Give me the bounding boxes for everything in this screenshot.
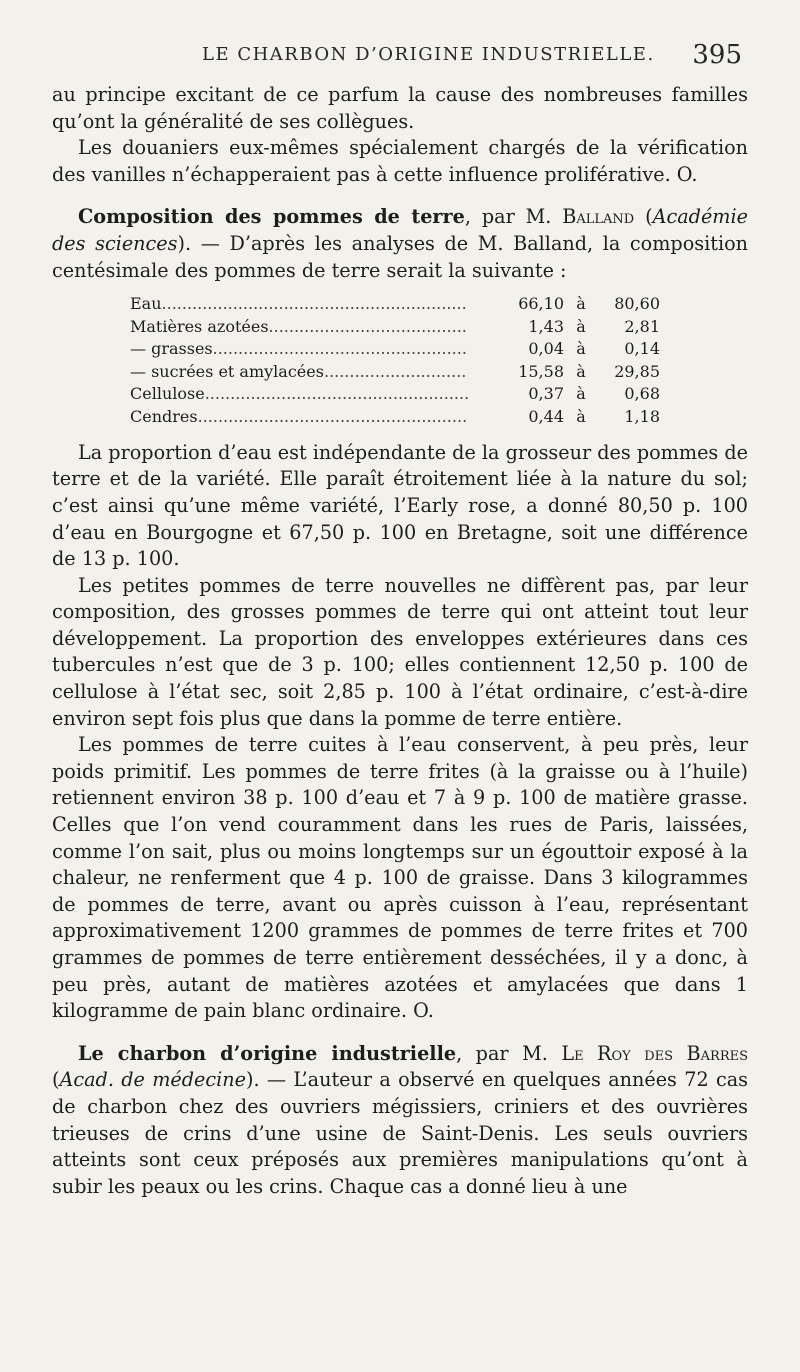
page-header: [52, 34, 748, 82]
row-min-value-text: 0,44: [528, 406, 564, 426]
dot-leader: .....................................................: [197, 406, 468, 426]
row-label-text: — sucrées et amylacées: [130, 361, 324, 381]
row-max-value-text: 29,85: [614, 361, 660, 381]
row-min-value: [486, 383, 564, 406]
row-label: [130, 292, 486, 315]
composition-row: [130, 315, 660, 338]
row-max-value: [598, 383, 660, 406]
article-source: Académie des sciences: [52, 205, 748, 255]
article-pommes-de-terre-intro: [52, 204, 748, 284]
row-range-separator: [564, 292, 598, 315]
row-max-value-text: 2,81: [624, 316, 660, 336]
row-max-value-text: 80,60: [614, 293, 660, 313]
row-label-text: — grasses: [130, 339, 213, 359]
row-max-value-text: 0,14: [624, 339, 660, 359]
paragraph-douaniers: Les douaniers eux-mêmes spécialement chargés de la vérification des vanilles n’échapperaient pas à cette influence proliférative. O.: [52, 136, 748, 186]
row-min-value-text: 15,58: [518, 361, 564, 381]
row-range-separator-text: à: [576, 361, 586, 381]
article-author: Balland: [562, 205, 635, 229]
row-range-separator-text: à: [576, 316, 586, 336]
row-min-value-text: 66,10: [518, 293, 564, 313]
running-head: LE CHARBON D’ORIGINE INDUSTRIELLE.: [202, 44, 655, 65]
article-by: , par M.: [456, 1041, 562, 1065]
dot-leader: ............................: [323, 361, 467, 381]
composition-row: [130, 337, 660, 360]
article-author: Le Roy des Barres: [561, 1041, 749, 1065]
paragraph-proportion-eau: La proportion d’eau est indépendante de la grosseur des pommes de terre et de la variété. Elle paraît étroitement liée à la nature du sol; c’est ainsi qu’une même variété, l’Early rose, a donné 80,50 p. 100 d’eau en Bourgogne et 67,50 p. 100 en Bretagne, soit une différence de 13 p. 100.: [52, 440, 749, 571]
row-range-separator-text: à: [576, 339, 586, 359]
composition-row: [130, 292, 660, 315]
row-max-value: [598, 360, 660, 383]
row-label-text: Cellulose: [130, 384, 205, 404]
section-gap: [52, 1025, 748, 1041]
row-min-value: [486, 292, 564, 315]
dot-leader: ............................................................: [161, 293, 467, 313]
dot-leader: ....................................................: [204, 384, 470, 404]
row-label: [130, 405, 486, 428]
row-min-value: [486, 405, 564, 428]
page-number: 395: [692, 40, 742, 70]
article-title: Composition des pommes de terre: [78, 205, 465, 229]
article-intro-text: ). — D’après les analyses de M. Balland, la composition centésimale des pommes de terre serait la suivante :: [52, 231, 748, 282]
row-label: [130, 383, 486, 406]
article-charbon-intro: [52, 1041, 748, 1201]
article-by: , par M.: [464, 205, 563, 229]
row-max-value-text: 0,68: [624, 384, 660, 404]
row-label: [130, 360, 486, 383]
dot-leader: ..................................................: [212, 339, 467, 359]
article-title: Le charbon d’origine industrielle: [78, 1041, 457, 1065]
row-min-value-text: 1,43: [528, 316, 564, 336]
article-open-paren: (: [634, 205, 653, 229]
row-range-separator-text: à: [576, 293, 586, 313]
row-range-separator-text: à: [576, 384, 586, 404]
section-gap: [52, 188, 748, 204]
row-max-value: [598, 315, 660, 338]
row-min-value: [486, 337, 564, 360]
row-max-value: [598, 405, 660, 428]
row-range-separator: [564, 360, 598, 383]
article-open-paren: (: [52, 1068, 60, 1092]
row-min-value-text: 0,37: [528, 384, 564, 404]
row-label: [130, 315, 486, 338]
row-max-value: [598, 292, 660, 315]
article-source: Acad. de médecine: [59, 1068, 246, 1092]
dot-leader: .......................................: [268, 316, 467, 336]
article-body-text: ). — L’auteur a observé en quelques années 72 cas de charbon chez des ouvriers mégissiers, criniers et des ouvrières trieuses de crins d’une usine de Saint-Denis. Les seuls ouvriers atteints sont ceux préposés aux premières manipulations qu’ont à subir les peaux ou les crins. Chaque cas a donné lieu à une: [52, 1068, 749, 1198]
composition-row: [130, 383, 660, 406]
composition-row: [130, 360, 660, 383]
composition-row: [130, 405, 660, 428]
row-label-text: Eau: [130, 293, 162, 313]
row-min-value: [486, 315, 564, 338]
paragraph-petites-pommes: Les petites pommes de terre nouvelles ne diffèrent pas, par leur composition, des grosses pommes de terre qui ont atteint tout leur développement. La proportion des enveloppes extérieures dans ces tubercules n’est que de 3 p. 100; elles contiennent 12,50 p. 100 de cellulose à l’état sec, soit 2,85 p. 100 à l’état ordinaire, c’est-à-dire environ sept fois plus que dans la pomme de terre entière.: [52, 573, 748, 730]
paragraph-pommes-cuites: Les pommes de terre cuites à l’eau conservent, à peu près, leur poids primitif. Les pommes de terre frites (à la graisse ou à l’huile) retiennent environ 38 p. 100 d’eau et 7 à 9 p. 100 de matière grasse. Celles que l’on vend couramment dans les rues de Paris, laissées, comme l’on sait, plus ou moins longtemps sur un égouttoir exposé à la chaleur, ne renferment que 4 p. 100 de graisse. Dans 3 kilogrammes de pommes de terre, avant ou après cuisson à l’eau, représentant approximativement 1200 grammes de pommes de terre frites et 700 grammes de pommes de terre entièrement desséchées, il y a donc, à peu près, autant de matières azotées et amylacées que dans 1 kilogramme de pain blanc ordinaire. O.: [52, 733, 748, 1023]
row-min-value: [486, 360, 564, 383]
row-range-separator: [564, 405, 598, 428]
row-min-value-text: 0,04: [528, 339, 564, 359]
row-label: [130, 337, 486, 360]
row-max-value-text: 1,18: [624, 406, 660, 426]
row-range-separator: [564, 315, 598, 338]
row-label-text: Cendres: [130, 406, 198, 426]
row-range-separator: [564, 383, 598, 406]
row-range-separator: [564, 337, 598, 360]
composition-table: [130, 292, 660, 428]
row-label-text: Matières azotées: [130, 316, 269, 336]
row-max-value: [598, 337, 660, 360]
paragraph-continuation: au principe excitant de ce parfum la cause des nombreuses familles qu’ont la généralité de ses collègues.: [52, 83, 748, 133]
row-range-separator-text: à: [576, 406, 586, 426]
